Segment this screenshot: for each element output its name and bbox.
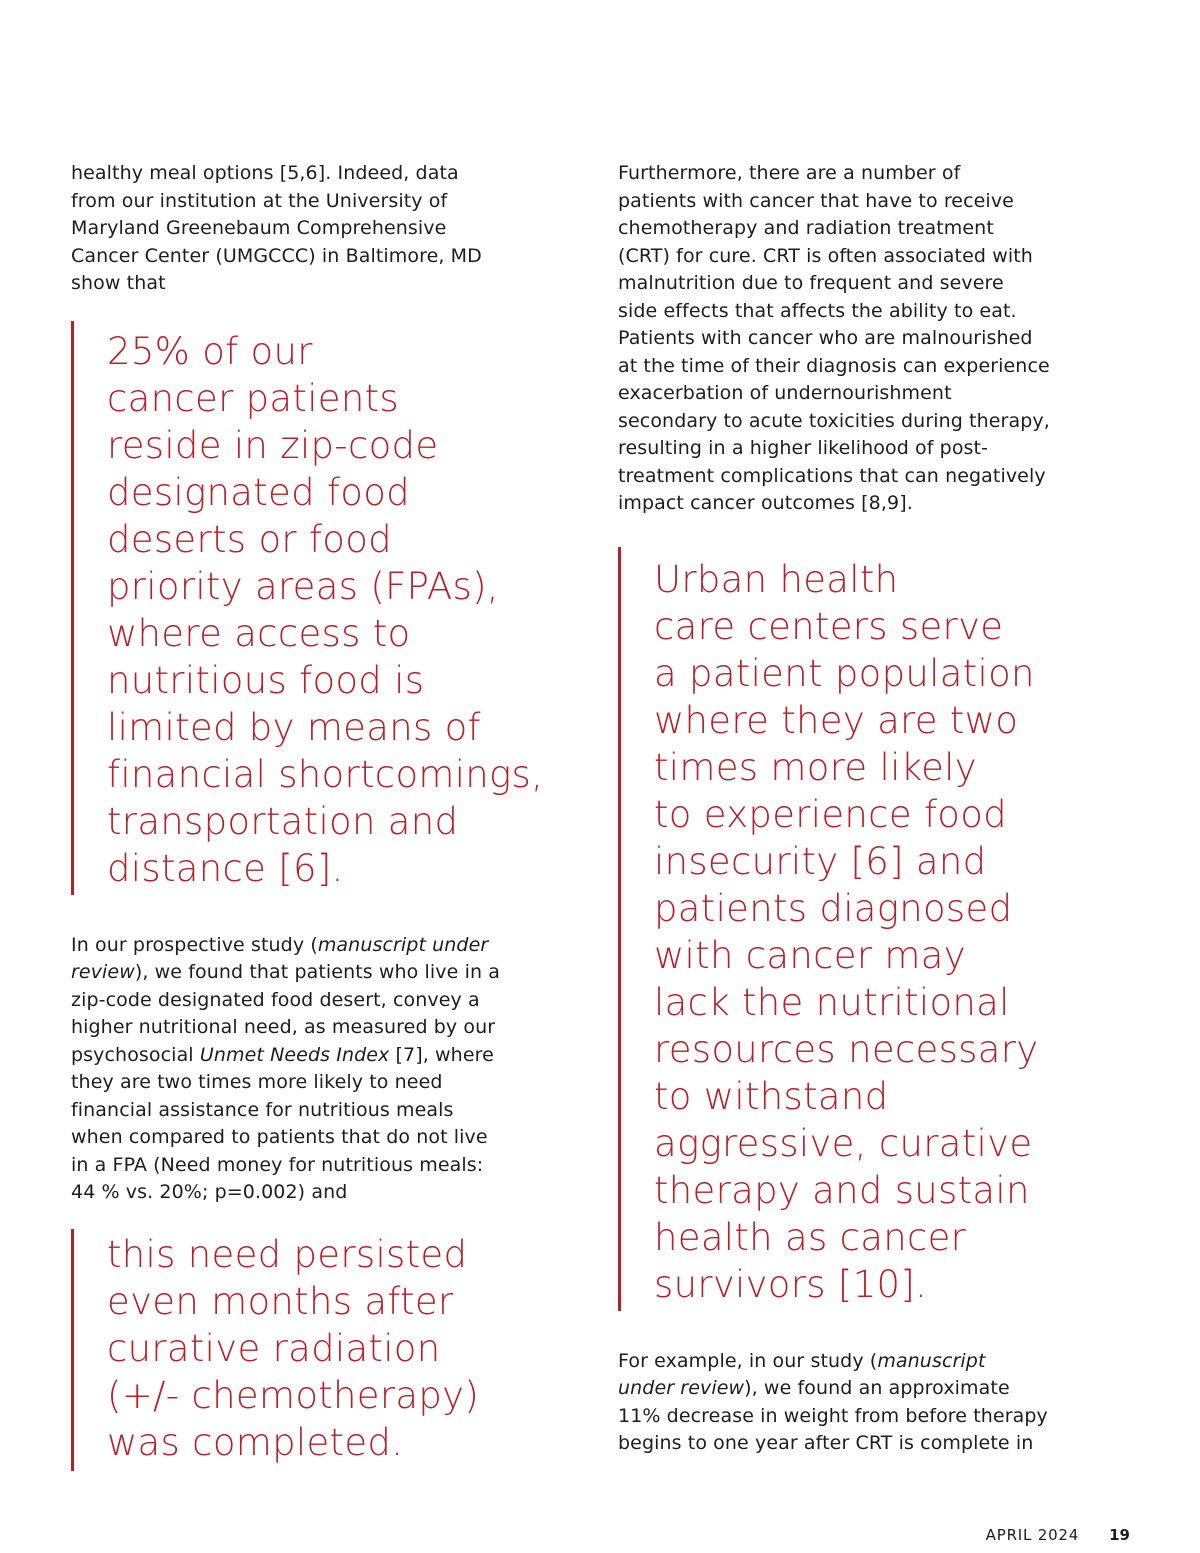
study-text-3: [7], where they are two times more likely to need financial assistance for nutritious meals when compared to patients that do not live in a FPA (Need money for nutritious meals: 44 % vs. 20%; p=0.002) and [71, 1043, 494, 1203]
left-column [71, 160, 551, 1471]
study-paragraph [71, 932, 551, 1207]
pullquote-urban-health: Urban health care centers serve a patient population where they are two times more likely to experience food insecurity [6] and patients diagnosed with cancer may lack the nutritional resources necessary to withstand aggressive, curative therapy and sustain health as cancer survivors [10]. [618, 547, 1108, 1311]
crt-paragraph: Furthermore, there are a number of patients with cancer that have to receive chemotherapy and radiation treatment (CRT) for cure. CRT is often associated with malnutrition due to frequent and severe side effects that affects the ability to eat. Patients with cancer who are malnourished at the time of their diagnosis can experience exacerbation of undernourishment secondary to acute toxicities during therapy, resulting in a higher likelihood of post- treatment complications that can negatively impact cancer outcomes [8,9]. [618, 162, 1050, 514]
page-footer [986, 1526, 1130, 1544]
example-text-1: For example, in our study ( [618, 1349, 878, 1372]
page-number: 19 [1109, 1526, 1130, 1544]
study-italic-index: Unmet Needs Index [199, 1043, 390, 1066]
right-column [618, 160, 1108, 1458]
study-italic-manuscript: manuscript under review [71, 933, 489, 983]
example-text-2: ), we found an approximate 11% decrease in weight from before therapy begins to one year after CRT is complete in [618, 1377, 1048, 1454]
study-text-2: ), we found that patients who live in a zip-code designated food desert, convey a higher nutritional need, as measured by our psychosocial [71, 961, 500, 1066]
example-italic-manuscript: manuscript under review [618, 1349, 986, 1399]
study-text-1: In our prospective study ( [71, 933, 318, 956]
example-paragraph [618, 1348, 1108, 1458]
issue-date: APRIL 2024 [985, 1526, 1080, 1544]
pullquote-need-persisted: this need persisted even months after curative radiation (+/- chemotherapy) was completed. [71, 1229, 551, 1471]
intro-paragraph: healthy meal options [5,6]. Indeed, data from our institution at the University of Maryland Greenebaum Comprehensive Cancer Center (UMGCCC) in Baltimore, MD show that [71, 162, 482, 294]
pullquote-food-deserts: 25% of our cancer patients reside in zip-code designated food deserts or food priority areas (FPAs), where access to nutritious food is limited by means of financial shortcomings, transportation and distance [6]. [71, 321, 551, 895]
